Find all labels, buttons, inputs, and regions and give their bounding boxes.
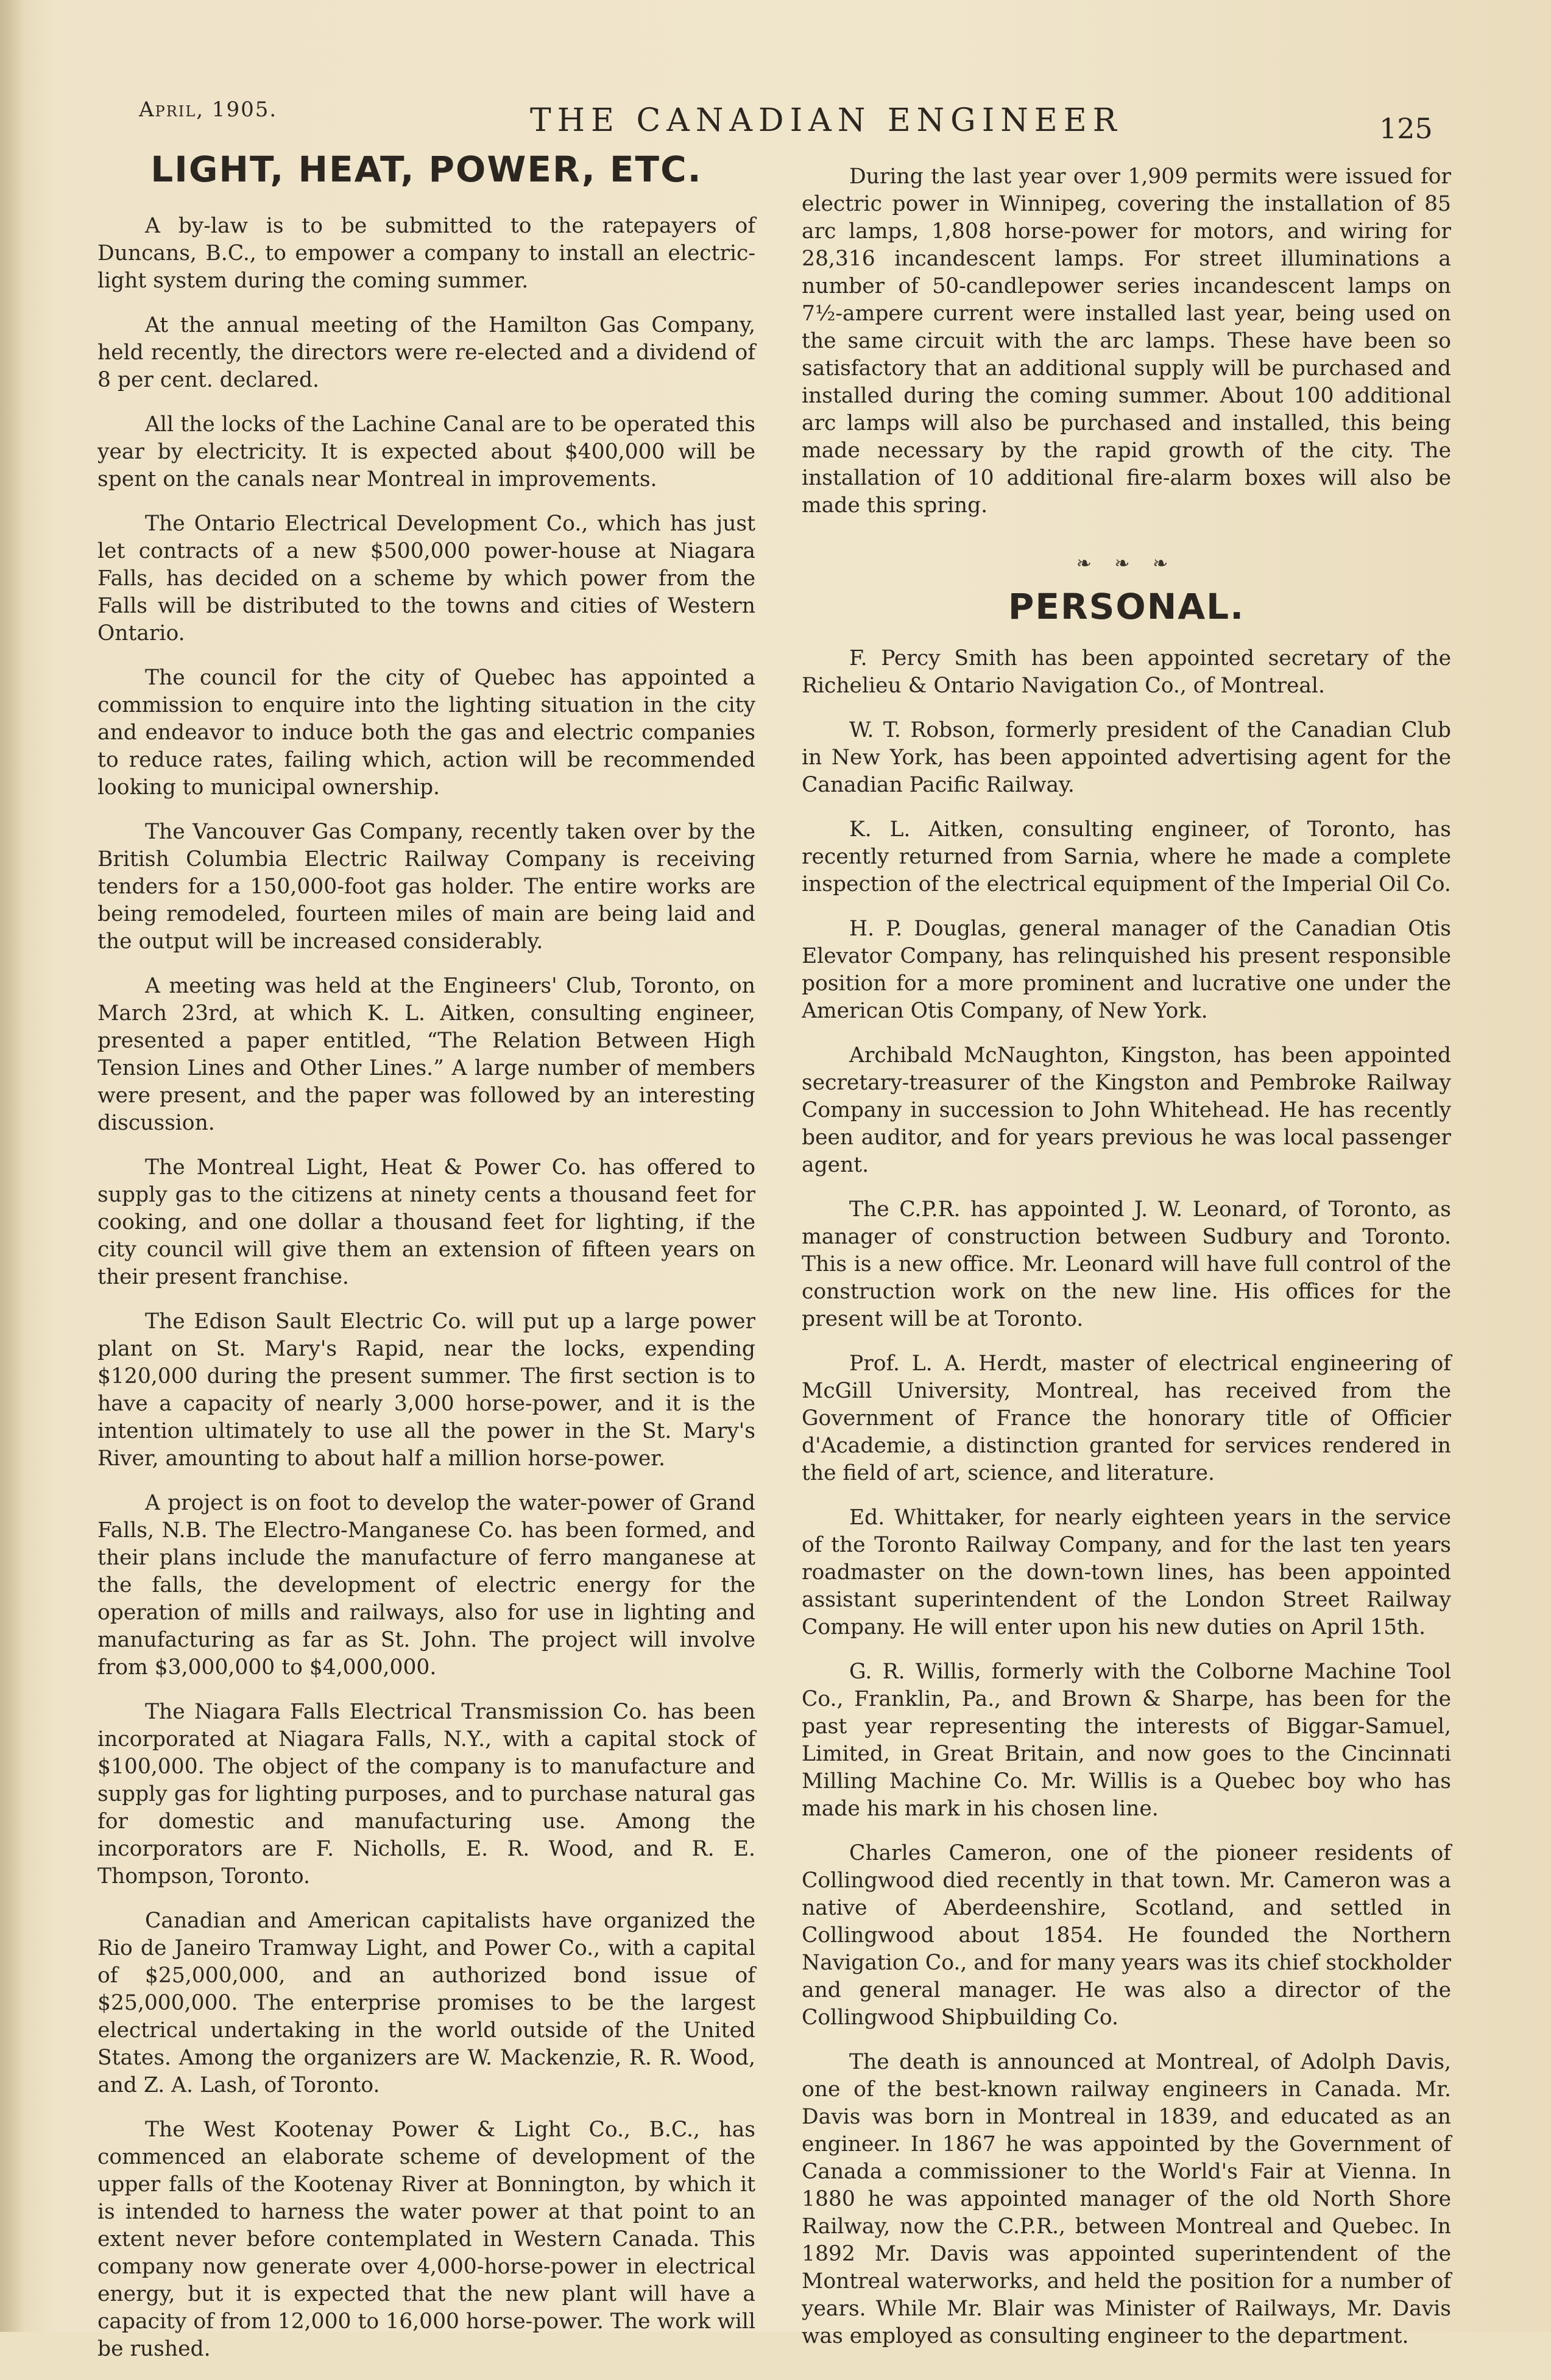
article-paragraph: A project is on foot to develop the water-power of Grand Falls, N.B. The Electro-Manganese Co. has been formed, and their plans include the manufacture of ferro manganese at the falls, the development of electric energy for the operation of mills and railways, also for use in lighting and manufacturing as far as St. John. The project will involve from $3,000,000 to $4,000,000. xyxy=(97,1491,755,1680)
ornament-separator: ❧ ❧ ❧ xyxy=(1076,553,1177,574)
page-number: 125 xyxy=(1379,112,1433,145)
personal-paragraph: H. P. Douglas, general manager of the Canadian Otis Elevator Company, has relinquished his present responsible position for a more prominent and lucrative one under the American Otis Company, of New York. xyxy=(802,917,1451,1023)
personal-paragraph: F. Percy Smith has been appointed secretary of the Richelieu & Ontario Navigation Co., of Montreal. xyxy=(802,646,1451,698)
article-paragraph: The West Kootenay Power & Light Co., B.C., has commenced an elaborate scheme of development of the upper falls of the Kootenay River at Bonnington, by which it is intended to harness the water power at that point to an extent never before contemplated in Western Canada. This company now generate over 4,000-horse-power in electrical energy, but it is expected that the new plant will have a capacity of from 12,000 to 16,000 horse-power. The work will be rushed. xyxy=(97,2118,755,2361)
personal-paragraph: G. R. Willis, formerly with the Colborne Machine Tool Co., Franklin, Pa., and Brown & Sharpe, has been for the past year representing the interests of Biggar-Samuel, Limited, in Great Britain, and now goes to the Cincinnati Milling Machine Co. Mr. Willis is a Quebec boy who has made his mark in his chosen line. xyxy=(802,1660,1451,1821)
article-paragraph: During the last year over 1,909 permits were issued for electric power in Winnipeg, covering the installation of 85 arc lamps, 1,808 horse-power for motors, and wiring for 28,316 incandescent lamps. For street illuminations a number of 50-candlepower series incandescent lamps on 7½-ampere current were installed last year, being used on the same circuit with the arc lamps. These have been so satisfactory that an additional supply will be purchased and installed during the coming summer. About 100 additional arc lamps will also be purchased and installed, this being made necessary by the rapid growth of the city. The installation of 10 additional fire-alarm boxes will also be made this spring. xyxy=(802,164,1451,518)
personal-paragraph: W. T. Robson, formerly president of the Canadian Club in New York, has been appointed advertising agent for the Canadian Pacific Railway. xyxy=(802,718,1451,797)
personal-paragraph: Ed. Whittaker, for nearly eighteen years in the service of the Toronto Railway Company, and for the last ten years roadmaster on the down-town lines, has been appointed assistant superintendent of the London Street Railway Company. He will enter upon his new duties on April 15th. xyxy=(802,1505,1451,1639)
personal-paragraph: K. L. Aitken, consulting engineer, of Toronto, has recently returned from Sarnia, where he made a complete inspection of the electrical equipment of the Imperial Oil Co. xyxy=(802,817,1451,896)
section-title-light-heat-power: LIGHT, HEAT, POWER, ETC. xyxy=(150,149,702,190)
personal-paragraph: The death is announced at Montreal, of Adolph Davis, one of the best-known railway engineers in Canada. Mr. Davis was born in Montreal in 1839, and educated as an engineer. In 1867 he was appointed by the Government of Canada a commissioner to the World's Fair at Vienna. In 1880 he was appointed manager of the old North Shore Railway, now the C.P.R., between Montreal and Quebec. In 1892 Mr. Davis was appointed superintendent of the Montreal waterworks, and held the position for a number of years. While Mr. Blair was Minister of Railways, Mr. Davis was employed as consulting engineer to the department. xyxy=(802,2050,1451,2348)
personal-paragraph: The C.P.R. has appointed J. W. Leonard, of Toronto, as manager of construction between Sudbury and Toronto. This is a new office. Mr. Leonard will have full control of the construction work on the new line. His offices for the present will be at Toronto. xyxy=(802,1197,1451,1331)
personal-paragraph: Charles Cameron, one of the pioneer residents of Collingwood died recently in that town. Mr. Cameron was a native of Aberdeenshire, Scotland, and settled in Collingwood about 1854. He founded the Northern Navigation Co., and for many years was its chief stockholder and general manager. He was also a director of the Collingwood Shipbuilding Co. xyxy=(802,1841,1451,2030)
article-paragraph: The Niagara Falls Electrical Transmission Co. has been incorporated at Niagara Falls, N.Y., with a capital stock of $100,000. The object of the company is to manufacture and supply gas for lighting purposes, and to purchase natural gas for domestic and manufacturing use. Among the incorporators are F. Nicholls, E. R. Wood, and R. E. Thompson, Toronto. xyxy=(97,1700,755,1889)
personal-paragraph: Archibald McNaughton, Kingston, has been appointed secretary-treasurer of the Kingston and Pembroke Railway Company in succession to John Whitehead. He has recently been auditor, and for years previous he was local passenger agent. xyxy=(802,1043,1451,1177)
issue-date: April, 1905. xyxy=(139,97,278,122)
article-paragraph: Canadian and American capitalists have organized the Rio de Janeiro Tramway Light, and Power Co., with a capital of $25,000,000, and an authorized bond issue of $25,000,000. The enterprise promises to be the largest electrical undertaking in the world outside of the United States. Among the organizers are W. Mackenzie, R. R. Wood, and Z. A. Lash, of Toronto. xyxy=(97,1909,755,2097)
article-paragraph: The Vancouver Gas Company, recently taken over by the British Columbia Electric Railway Company is receiving tenders for a 150,000-foot gas holder. The entire works are being remodeled, fourteen miles of main are being laid and the output will be increased considerably. xyxy=(97,820,755,954)
article-paragraph: The Edison Sault Electric Co. will put up a large power plant on St. Mary's Rapid, near the locks, expending $120,000 during the present summer. The first section is to have a capacity of nearly 3,000 horse-power, and it is the intention ultimately to use all the power in the St. Mary's River, amounting to about half a million horse-power. xyxy=(97,1309,755,1471)
article-paragraph: The Ontario Electrical Development Co., which has just let contracts of a new $500,000 power-house at Niagara Falls, has decided on a scheme by which power from the Falls will be distributed to the towns and cities of Western Ontario. xyxy=(97,512,755,646)
article-paragraph: The council for the city of Quebec has appointed a commission to enquire into the lighting situation in the city and endeavor to induce both the gas and electric companies to reduce rates, failing which, action will be recommended looking to municipal ownership. xyxy=(97,666,755,800)
personal-paragraph: Prof. L. A. Herdt, master of electrical engineering of McGill University, Montreal, has received from the Government of France the honorary title of Officier d'Academie, a distinction granted for services rendered in the field of art, science, and literature. xyxy=(802,1351,1451,1485)
article-paragraph: A by-law is to be submitted to the ratepayers of Duncans, B.C., to empower a company to install an electric-light system during the coming summer. xyxy=(97,214,755,293)
article-paragraph: A meeting was held at the Engineers' Club, Toronto, on March 23rd, at which K. L. Aitken, consulting engineer, presented a paper entitled, “The Relation Between High Tension Lines and Other Lines.” A large number of members were present, and the paper was followed by an interesting discussion. xyxy=(97,974,755,1135)
journal-title: THE CANADIAN ENGINEER xyxy=(530,102,1123,139)
article-paragraph: The Montreal Light, Heat & Power Co. has offered to supply gas to the citizens at ninety cents a thousand feet for cooking, and one dollar a thousand feet for lighting, if the city council will give them an extension of fifteen years on their present franchise. xyxy=(97,1155,755,1289)
right-column xyxy=(802,163,1451,2367)
article-paragraph: All the locks of the Lachine Canal are to be operated this year by electricity. It is expected about $400,000 will be spent on the canals near Montreal in improvements. xyxy=(97,412,755,491)
left-column xyxy=(97,149,755,2380)
binding-shadow xyxy=(0,0,24,2332)
section-title-personal: PERSONAL. xyxy=(1008,586,1245,627)
article-paragraph: At the annual meeting of the Hamilton Gas Company, held recently, the directors were re-elected and a dividend of 8 per cent. declared. xyxy=(97,313,755,392)
